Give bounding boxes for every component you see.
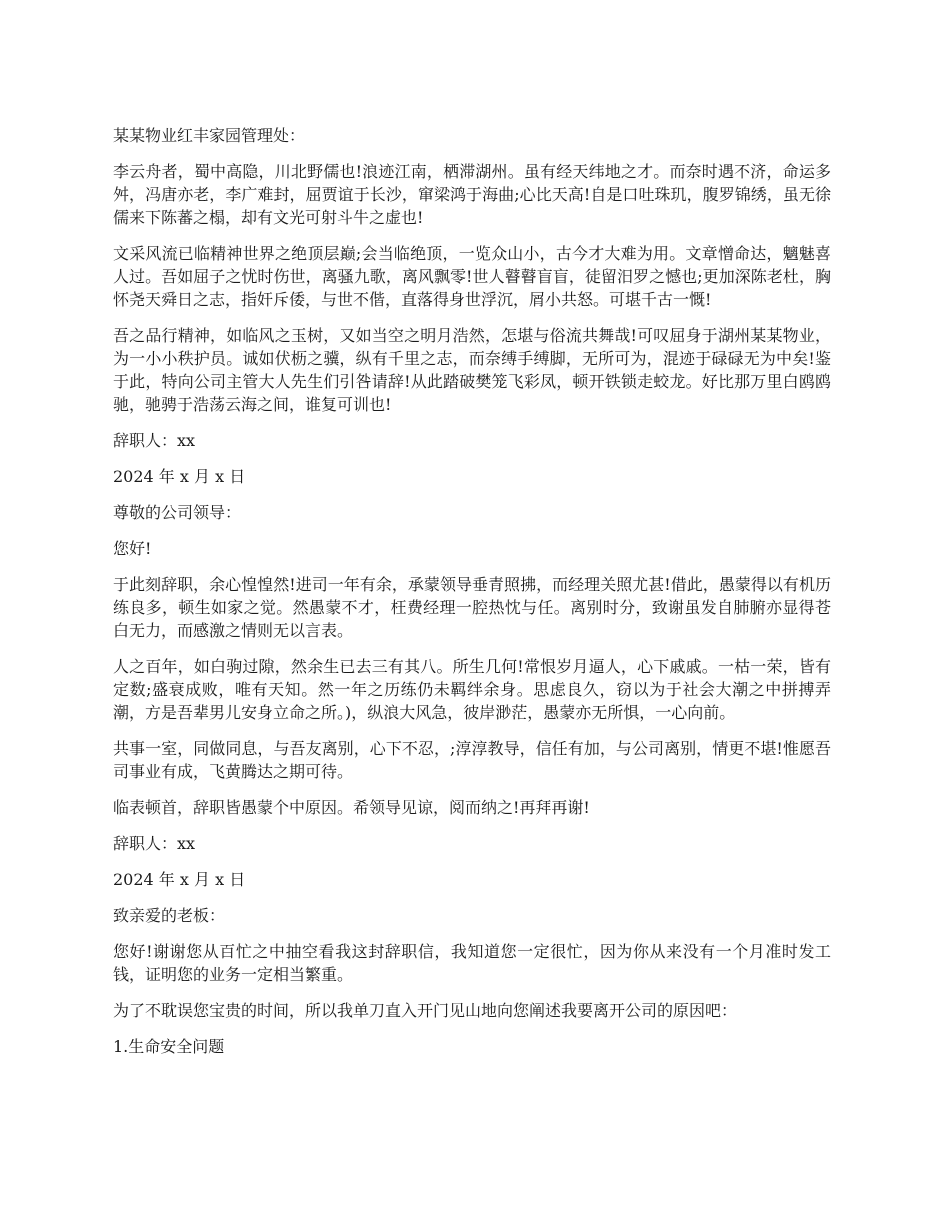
salutation-company-leaders: 尊敬的公司领导：	[113, 503, 242, 522]
date-line-1: 2024 年 x 月 x 日	[113, 467, 246, 486]
signature-resigner-1: 辞职人：xx	[113, 431, 196, 450]
document-body	[113, 124, 831, 1071]
paragraph-intro-li-yunzhou: 李云舟者，蜀中高隐，川北野儒也!浪迹江南，栖滞湖州。虽有经天纬地之才。而奈时遇不济，命运多舛，冯唐亦老，李广难封，屈贾谊于长沙，窜梁鸿于海曲;心比天高!自是口吐珠玑，腹罗锦绣，虽无徐儒来下陈蕃之榻，却有文光可射斗牛之虚也!	[113, 162, 831, 227]
paragraph-reasons-intro: 为了不耽误您宝贵的时间，所以我单刀直入开门见山地向您阐述我要离开公司的原因吧：	[113, 1001, 738, 1020]
paragraph-character-resignation: 吾之品行精神，如临风之玉树，又如当空之明月浩然，怎堪与俗流共舞哉!可叹屈身于湖州某某物业，为一小小秩护员。诚如伏枥之骥，纵有千里之志，而奈缚手缚脚，无所可为，混迹于碌碌无为中矣!鉴于此，特向公司主管大人先生们引咎请辞!从此踏破樊笼飞彩凤，顿开铁锁走蛟龙。好比那万里白鸥鸥驰，驰骋于浩荡云海之间，谁复可训也!	[113, 326, 831, 414]
paragraph-thanks-boss: 您好!谢谢您从百忙之中抽空看我这封辞职信，我知道您一定很忙，因为你从来没有一个月准时发工钱，证明您的业务一定相当繁重。	[113, 942, 831, 984]
paragraph-literary-talent: 文采风流已临精神世界之绝顶层巅;会当临绝顶，一览众山小，古今才大难为用。文章憎命达，魑魅喜人过。吾如屈子之忧时伤世，离骚九歌，离风飘零!世人瞽瞽盲盲，徒留汨罗之憾也;更加深陈老杜，胸怀尧天舜日之志，指奸斥倭，与世不偕，直落得身世浮沉，屑小共怒。可堪千古一慨!	[113, 244, 831, 309]
heading-life-safety: 1.生命安全问题	[113, 1037, 225, 1056]
greeting-hello: 您好!	[113, 539, 152, 558]
paragraph-life-reflection: 人之百年，如白驹过隙，然余生已去三有其八。所生几何!常恨岁月逼人，心下戚戚。一枯一荣，皆有定数;盛衰成败，唯有天知。然一年之历练仍未羁绊余身。思虑良久，窃以为于社会大潮之中拼搏弄潮，方是吾辈男儿安身立命之所。)，纵浪大风急，彼岸渺茫，愚蒙亦无所惧，一心向前。	[113, 657, 831, 722]
date-line-2: 2024 年 x 月 x 日	[113, 870, 246, 889]
salutation-dear-boss: 致亲爱的老板：	[113, 906, 226, 925]
paragraph-closing: 临表顿首，辞职皆愚蒙个中原因。希领导见谅，阅而纳之!再拜再谢!	[113, 798, 590, 817]
signature-resigner-2: 辞职人：xx	[113, 834, 196, 853]
paragraph-colleagues-farewell: 共事一室，同做同息，与吾友离别，心下不忍，;淳淳教导，信任有加，与公司离别，情更不堪!惟愿吾司事业有成，飞黄腾达之期可待。	[113, 739, 831, 781]
salutation-management-office: 某某物业红丰家园管理处：	[113, 126, 306, 145]
paragraph-gratitude: 于此刻辞职，余心惶惶然!进司一年有余，承蒙领导垂青照拂，而经理关照尤甚!借此，愚蒙得以有机历练良多，顿生如家之觉。然愚蒙不才，枉费经理一腔热忱与任。离别时分，致谢虽发自肺腑亦显得苍白无力，而感激之情则无以言表。	[113, 575, 831, 640]
